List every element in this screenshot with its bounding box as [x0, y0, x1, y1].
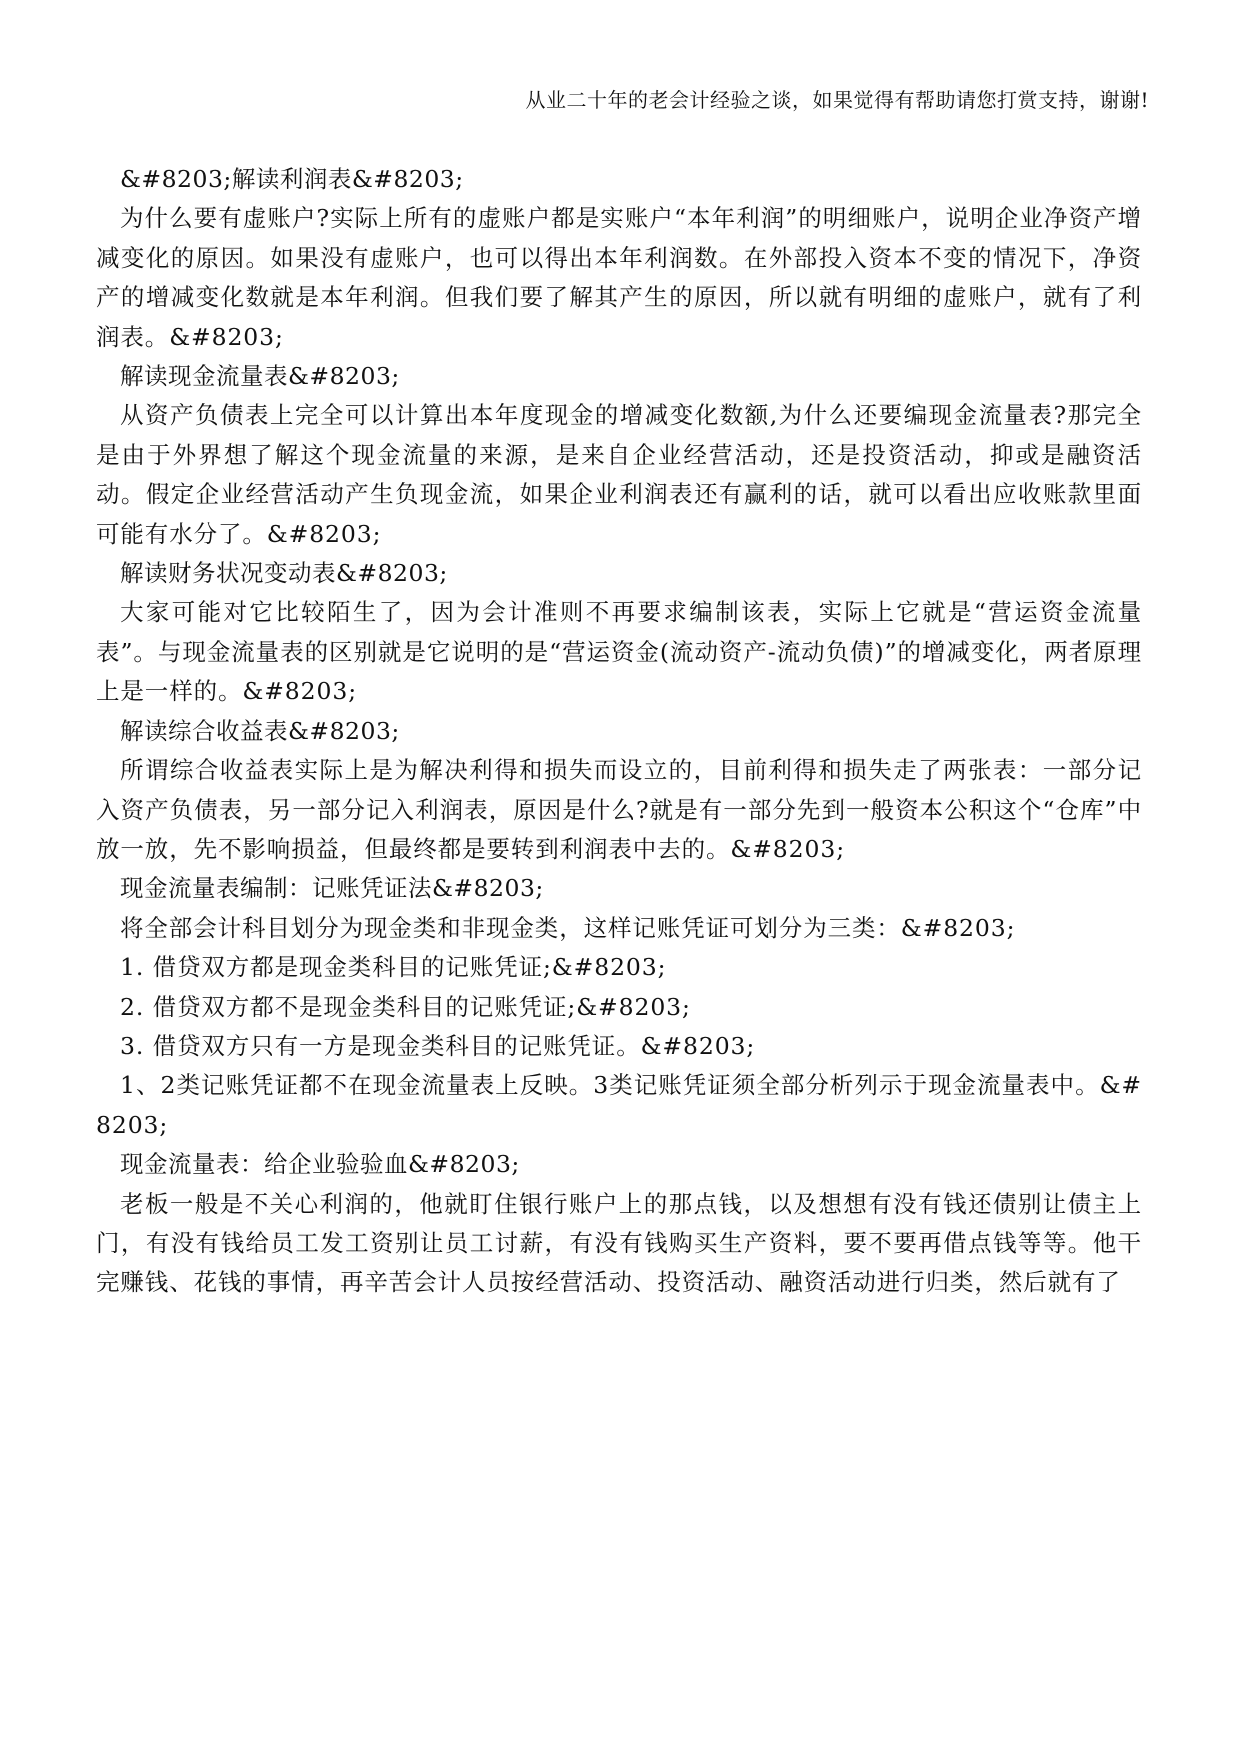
document-body: [96, 160, 1142, 1303]
section-heading-blood-test: 现金流量表：给企业验验血&#8203;: [120, 1150, 520, 1179]
paragraph-comprehensive-income: 所谓综合收益表实际上是为解决利得和损失而设立的，目前利得和损失走了两张表：一部分记入资产负债表，另一部分记入利润表，原因是什么?就是有一部分先到一般资本公积这个“仓库”中放一放，先不影响损益，但最终都是要转到利润表中去的。&#8203;: [96, 756, 1142, 863]
list-item-3: 3. 借贷双方只有一方是现金类科目的记账凭证。&#8203;: [120, 1031, 756, 1060]
paragraph-income-statement: 为什么要有虚账户?实际上所有的虚账户都是实账户“本年利润”的明细账户，说明企业净资产增减变化的原因。如果没有虚账户，也可以得出本年利润数。在外部投入资本不变的情况下，净资产的增减变化数就是本年利润。但我们要了解其产生的原因，所以就有明细的虚账户，就有了利润表。&#8203;: [96, 204, 1142, 351]
paragraph-voucher-summary: 1、2类记账凭证都不在现金流量表上反映。3类记账凭证须全部分析列示于现金流量表中。&#8203;: [96, 1071, 1142, 1139]
paragraph-voucher-intro: 将全部会计科目划分为现金类和非现金类，这样记账凭证可划分为三类：&#8203;: [120, 913, 1016, 942]
section-heading-cash-flow: 解读现金流量表&#8203;: [120, 362, 400, 391]
section-heading-financial-position: 解读财务状况变动表&#8203;: [120, 559, 448, 588]
header-note: 从业二十年的老会计经验之谈，如果觉得有帮助请您打赏支持，谢谢!: [525, 88, 1149, 112]
section-heading-income-statement: &#8203;解读利润表&#8203;: [120, 165, 464, 193]
paragraph-boss: 老板一般是不关心利润的，他就盯住银行账户上的那点钱，以及想想有没有钱还债别让债主上门，有没有钱给员工发工资别让员工讨薪，有没有钱购买生产资料，要不要再借点钱等等。他干完赚钱、花钱的事情，再辛苦会计人员按经营活动、投资活动、融资活动进行归类，然后就有了: [96, 1189, 1142, 1297]
list-item-1: 1. 借贷双方都是现金类科目的记账凭证;&#8203;: [120, 953, 667, 982]
section-heading-voucher-method: 现金流量表编制：记账凭证法&#8203;: [120, 874, 544, 903]
paragraph-cash-flow: 从资产负债表上完全可以计算出本年度现金的增减变化数额,为什么还要编现金流量表?那完全是由于外界想了解这个现金流量的来源，是来自企业经营活动，还是投资活动，抑或是融资活动。假定企业经营活动产生负现金流，如果企业利润表还有赢利的话，就可以看出应收账款里面可能有水分了。&#8203;: [96, 401, 1142, 548]
paragraph-financial-position: 大家可能对它比较陌生了，因为会计准则不再要求编制该表，实际上它就是“营运资金流量表”。与现金流量表的区别就是它说明的是“营运资金(流动资产-流动负债)”的增减变化，两者原理上是一样的。&#8203;: [96, 598, 1142, 706]
list-item-2: 2. 借贷双方都不是现金类科目的记账凭证;&#8203;: [120, 992, 691, 1021]
section-heading-comprehensive-income: 解读综合收益表&#8203;: [120, 716, 400, 745]
